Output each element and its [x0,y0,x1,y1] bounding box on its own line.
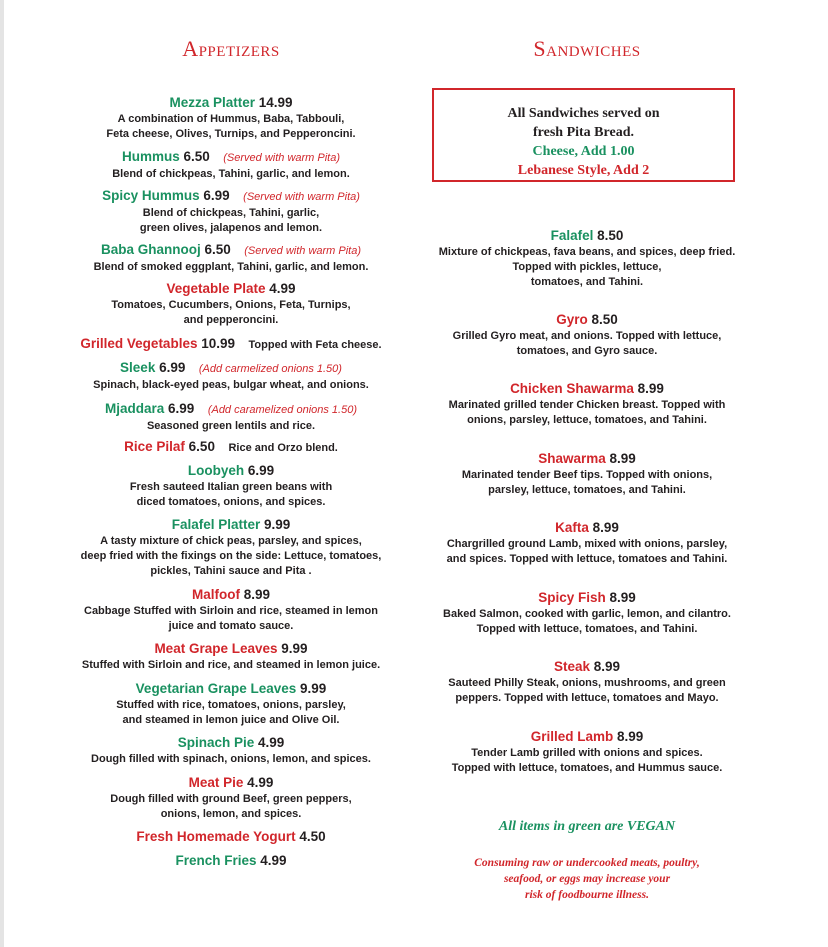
menu-item-price: 9.99 [281,641,308,656]
menu-item-price: 8.50 [591,312,618,327]
menu-item-note: (Add carmelized onions 1.50) [198,363,342,375]
menu-item-price: 6.99 [203,188,230,203]
appetizers-heading: Appetizers [182,36,280,61]
info-lebanese: Lebanese Style, Add 2 [517,163,650,178]
sandwiches-heading: Sandwiches [533,36,641,61]
menu-item-heading [58,335,404,354]
menu-item-heading [420,311,754,329]
menu-item [420,227,754,290]
menu-item-price: 6.99 [247,463,275,478]
menu-item-price: 6.50 [204,242,231,257]
menu-item-price: 8.99 [593,659,621,674]
menu-item-name: Kafta [555,520,589,535]
info-line-2: fresh Pita Bread. [533,125,634,140]
menu-item-description: Tomatoes, Cucumbers, Onions, Feta, Turnips, and pepperoncini. [111,299,351,326]
menu-item [58,280,404,328]
menu-item [58,400,404,434]
menu-item [58,462,404,510]
menu-item-name: Vegetable Plate [166,281,266,296]
menu-item-price: 8.99 [592,520,619,535]
menu-item [58,734,404,767]
menu-item-heading [58,187,404,206]
menu-item-name: Spicy Fish [538,590,606,605]
menu-item-heading [420,227,754,245]
menu-item-name: Mezza Platter [169,95,255,110]
menu-item [420,380,754,428]
menu-item-heading [420,450,754,468]
menu-item-heading [58,734,404,752]
menu-item-price: 8.99 [617,729,644,744]
sandwich-info-box [432,88,735,182]
health-warning: Consuming raw or undercooked meats, poultry, seafood, or eggs may increase your risk of foodbourne illness. [474,857,700,901]
menu-item-price: 4.99 [269,281,296,296]
menu-item-name: Grilled Lamb [530,729,614,744]
menu-item-name: Gyro [556,312,588,327]
menu-item-description: Dough filled with spinach, onions, lemon, and spices. [91,753,371,765]
menu-item [58,680,404,728]
menu-item-price: 8.50 [597,228,624,243]
menu-item-note: (Add caramelized onions 1.50) [207,404,358,416]
menu-item-price: 6.99 [168,401,195,416]
menu-item [58,640,404,673]
menu-item-description: Chargrilled ground Lamb, mixed with onions, parsley, and spices. Topped with lettuce, tomatoes and Tahini. [446,538,728,565]
menu-item-heading [420,589,754,607]
menu-item-description: Stuffed with rice, tomatoes, onions, parsley, and steamed in lemon juice and Olive Oil. [116,699,346,726]
menu-item-description: A tasty mixture of chick peas, parsley, and spices, deep fried with the fixings on the side: Lettuce, tomatoes, pickles, Tahini sauce and Pita . [80,535,382,577]
menu-item-price: 9.99 [264,517,291,532]
menu-item-price: 6.99 [159,360,186,375]
menu-item-description: Blend of smoked eggplant, Tahini, garlic, and lemon. [93,261,369,273]
menu-item-description: Seasoned green lentils and rice. [146,420,316,432]
menu-item-description: A combination of Hummus, Baba, Tabbouli, Feta cheese, Olives, Turnips, and Pepperoncini. [106,113,356,140]
menu-item-name: Meat Grape Leaves [154,641,278,656]
menu-item-description: Marinated tender Beef tips. Topped with onions, parsley, lettuce, tomatoes, and Tahini. [461,469,713,496]
page-edge [0,0,4,947]
menu-item-description: Cabbage Stuffed with Sirloin and rice, steamed in lemon juice and tomato sauce. [84,605,378,632]
menu-item [420,589,754,637]
menu-item [420,728,754,776]
menu-item-name: French Fries [175,853,257,868]
menu-item-description: Stuffed with Sirloin and rice, and steamed in lemon juice. [81,659,381,671]
menu-item-price: 4.99 [247,775,274,790]
menu-item-name: Fresh Homemade Yogurt [136,829,296,844]
menu-item-name: Hummus [121,149,180,164]
menu-item [58,148,404,182]
info-line-1: All Sandwiches served on [507,106,660,121]
menu-item-price: 9.99 [300,681,327,696]
menu-item-name: Meat Pie [188,775,244,790]
menu-item-price: 10.99 [201,336,236,351]
menu-item-heading [58,148,404,167]
menu-item-name: Sleek [120,360,156,375]
menu-item-name: Baba Ghannooj [100,242,201,257]
menu-item-heading [58,828,404,846]
menu-item [420,519,754,567]
menu-item-name: Rice Pilaf [124,439,185,454]
menu-item-heading [58,516,404,534]
menu-item-heading [58,680,404,698]
menu-item-name: Chicken Shawarma [510,381,634,396]
menu-item-heading [58,462,404,480]
menu-item [58,94,404,142]
menu-item-description: Marinated grilled tender Chicken breast. Topped with onions, parsley, lettuce, tomatoes, and Tahini. [448,399,726,426]
menu-item-name: Malfoof [191,587,240,602]
menu-item [58,335,404,354]
menu-item-description: Tender Lamb grilled with onions and spices. Topped with lettuce, tomatoes, and Hummus sauce. [451,747,723,774]
menu-item-description: Mixture of chickpeas, fava beans, and spices, deep fried. Topped with pickles, lettuce, tomatoes, and Tahini. [438,246,736,288]
menu-item [58,359,404,393]
menu-item-heading [58,586,404,604]
menu-item-description: Baked Salmon, cooked with garlic, lemon, and cilantro. Topped with lettuce, tomatoes, and Tahini. [443,608,731,635]
menu-item-heading [58,438,404,457]
menu-item-name: Falafel [550,228,594,243]
menu-item-name: Spinach Pie [177,735,255,750]
menu-item-description: Dough filled with ground Beef, green peppers, onions, lemon, and spices. [110,793,352,820]
info-cheese: Cheese, Add 1.00 [532,144,635,159]
menu-item-name: Vegetarian Grape Leaves [135,681,297,696]
menu-item-description: Fresh sauteed Italian green beans with diced tomatoes, onions, and spices. [129,481,333,508]
menu-item-price: 4.99 [260,853,287,868]
menu-item-description: Blend of chickpeas, Tahini, garlic, and lemon. [112,168,350,180]
menu-item [420,311,754,359]
menu-item-description: Sauteed Philly Steak, onions, mushrooms, and green peppers. Topped with lettuce, tomatoes and Mayo. [448,677,726,704]
menu-item-price: 14.99 [258,95,293,110]
menu-item-description: Blend of chickpeas, Tahini, garlic, green olives, jalapenos and lemon. [139,207,323,234]
menu-item-heading [420,519,754,537]
menu-item-name: Spicy Hummus [102,188,200,203]
menu-item [58,516,404,579]
menu-item-heading [58,640,404,658]
menu-item [58,586,404,634]
menu-item [58,774,404,822]
menu-item-price: 8.99 [243,587,271,602]
menu-item-description: Grilled Gyro meat, and onions. Topped with lettuce, tomatoes, and Gyro sauce. [452,330,722,357]
menu-item [58,187,404,236]
menu-item-heading [58,400,404,419]
menu-item-heading [58,774,404,792]
menu-item-extra: Rice and Orzo blend. [228,442,338,454]
menu-item-note: (Served with warm Pita) [223,152,341,164]
menu-item-name: Loobyeh [187,463,245,478]
menu-item-name: Shawarma [538,451,606,466]
menu-item-heading [58,280,404,298]
menu-item-heading [420,380,754,398]
menu-item [420,658,754,706]
menu-item-price: 8.99 [609,451,636,466]
menu-item-price: 4.50 [299,829,326,844]
menu-item-price: 4.99 [258,735,285,750]
menu-item-note: (Served with warm Pita) [244,245,362,257]
menu-item-price: 8.99 [637,381,664,396]
menu-item-heading [58,94,404,112]
menu-item-name: Mjaddara [104,401,165,416]
menu-item-price: 6.50 [188,439,215,454]
menu-item-description: Spinach, black-eyed peas, bulgar wheat, and onions. [93,379,369,391]
menu-item [58,241,404,275]
menu-item-price: 6.50 [183,149,210,164]
menu-item-heading [58,359,404,378]
menu-item [58,828,404,846]
menu-item-note: (Served with warm Pita) [243,191,360,203]
menu-item-price: 8.99 [609,590,636,605]
menu-item-heading [420,658,754,676]
menu-item [58,438,404,457]
menu-item [420,450,754,498]
menu-item-name: Grilled Vegetables [80,336,198,351]
menu-item-name: Falafel Platter [171,517,261,532]
menu-item-name: Steak [553,659,590,674]
menu-item-heading [58,241,404,260]
menu-item-heading [420,728,754,746]
menu-item [58,852,404,870]
menu-item-extra: Topped with Feta cheese. [248,339,382,351]
vegan-note: All items in green are VEGAN [498,819,676,834]
menu-item-heading [58,852,404,870]
